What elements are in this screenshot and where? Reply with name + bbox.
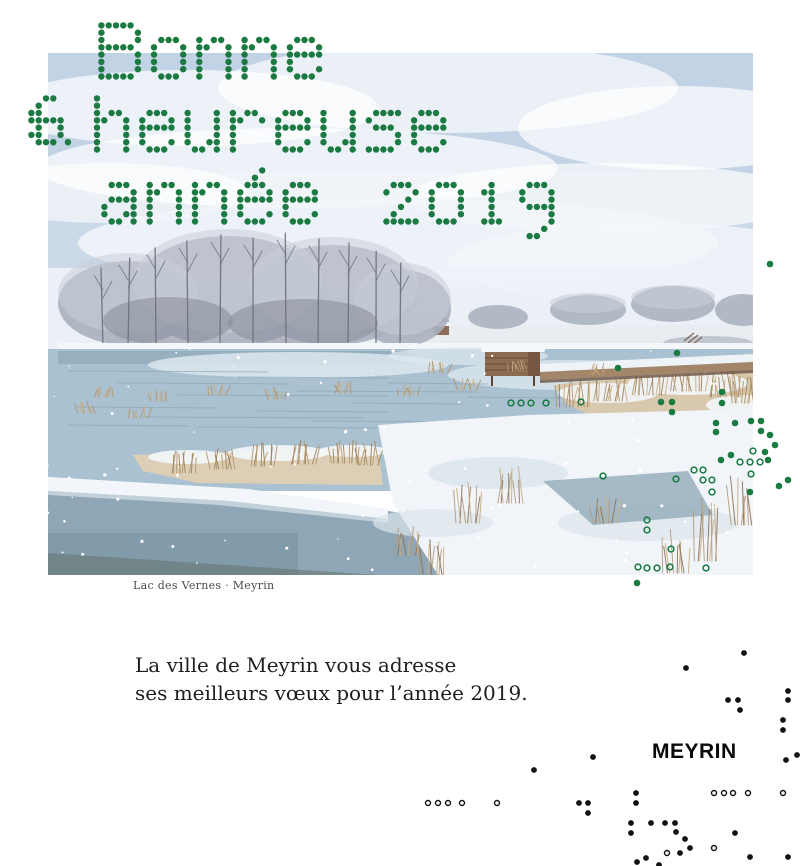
winter-lake-illustration (48, 53, 753, 575)
greeting-line-2: ses meilleurs vœux pour l’année 2019. (135, 681, 528, 705)
greeting-text (135, 651, 528, 707)
greeting-line-1: La ville de Meyrin vous adresse (135, 653, 457, 677)
winter-lake-photo (48, 53, 753, 575)
meyrin-logo: MEYRIN (652, 740, 737, 763)
photo-caption: Lac des Vernes · Meyrin (133, 579, 275, 592)
